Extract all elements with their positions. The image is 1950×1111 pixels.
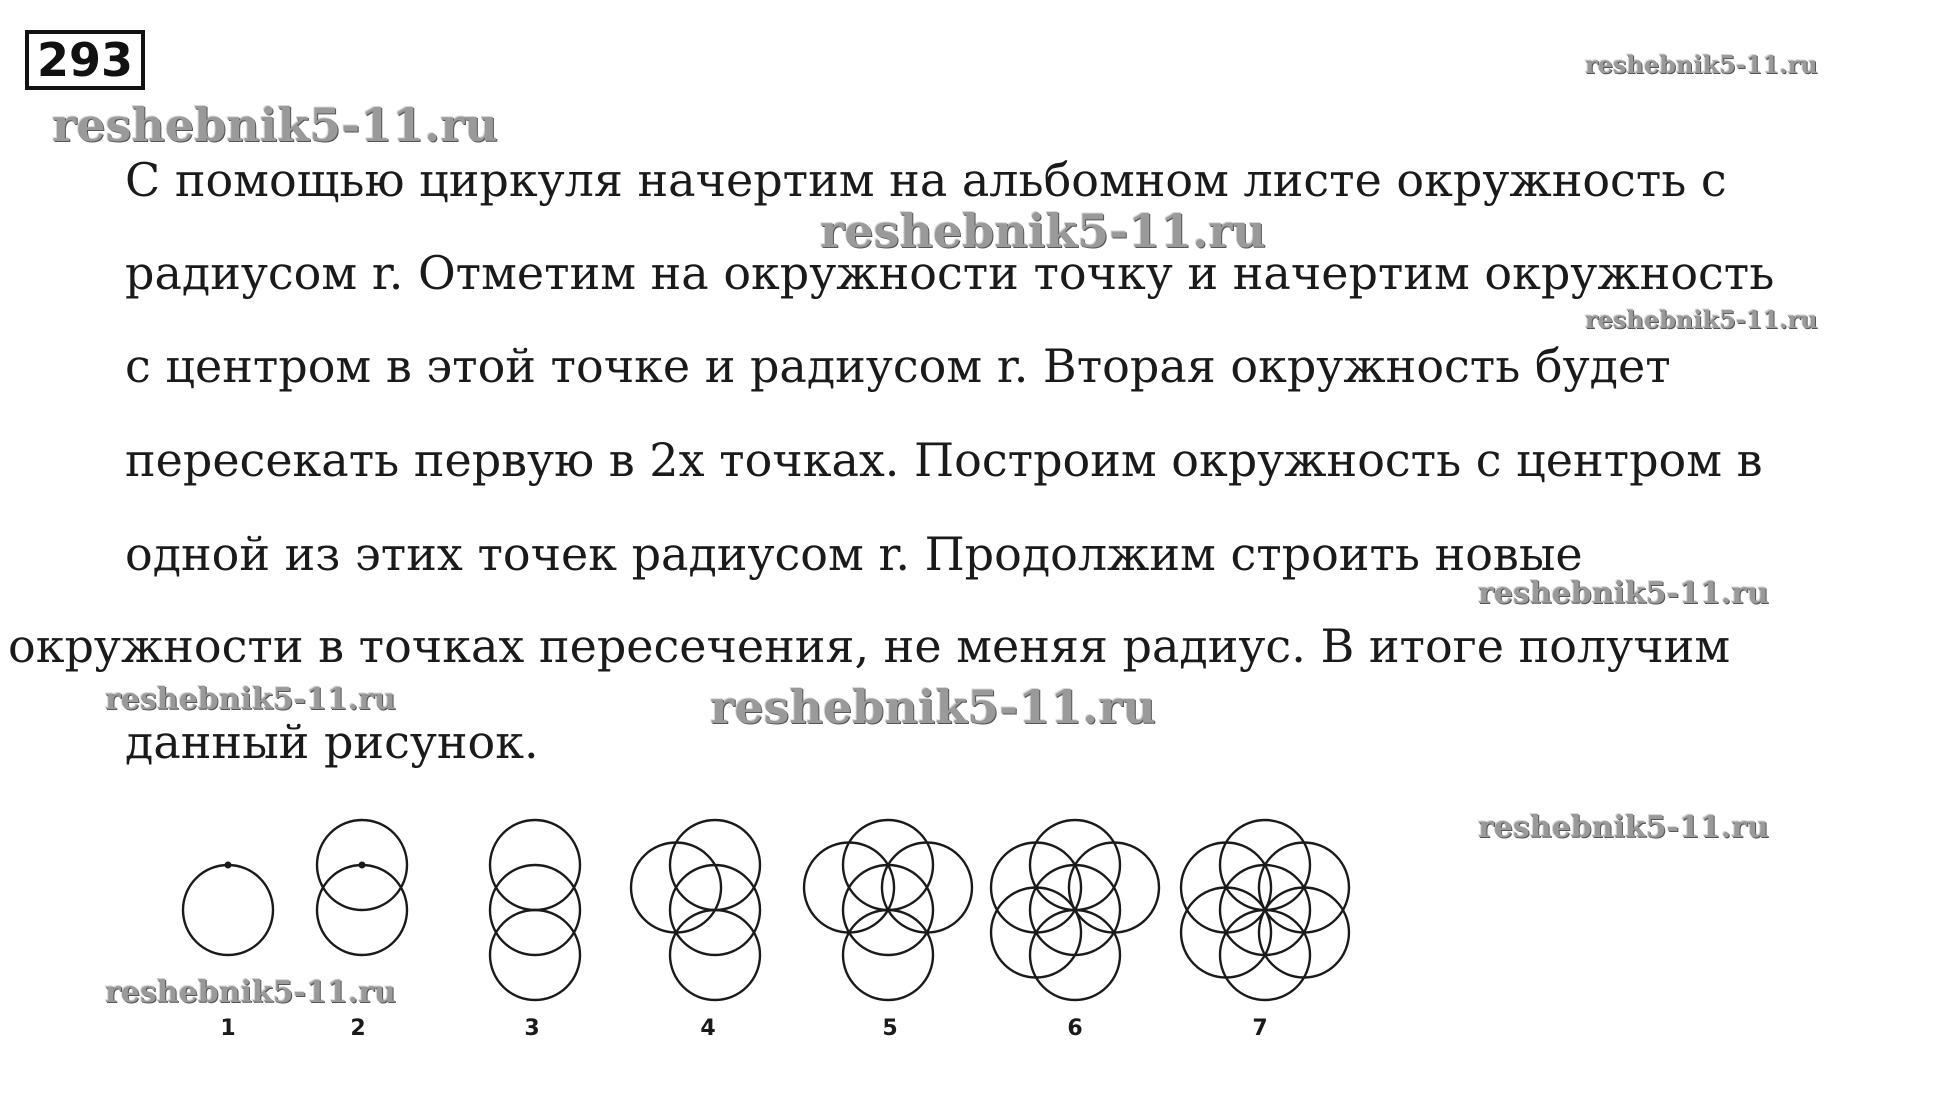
problem-number: 293 — [25, 30, 145, 90]
figure-4 — [631, 820, 760, 1041]
figure-2 — [317, 820, 407, 1041]
text-line-3: с центром в этой точке и радиусом r. Вторая окружность будет — [125, 339, 1671, 393]
watermark: reshebnik5-11.ru — [1478, 810, 1769, 845]
construction-figures — [170, 810, 1420, 1050]
watermark: reshebnik5-11.ru — [105, 975, 396, 1010]
figure-label: 5 — [882, 1016, 898, 1041]
watermark: reshebnik5-11.ru — [710, 680, 1156, 734]
watermark: reshebnik5-11.ru — [1585, 50, 1818, 79]
figure-label: 2 — [350, 1016, 366, 1041]
text-line-5: одной из этих точек радиусом r. Продолжим строить новые — [125, 527, 1583, 581]
watermark: reshebnik5-11.ru — [105, 682, 396, 717]
marked-point — [359, 862, 366, 869]
marked-point — [225, 862, 232, 869]
watermark: reshebnik5-11.ru — [52, 98, 498, 152]
text-line-7: данный рисунок. — [125, 715, 539, 769]
figure-7 — [1181, 820, 1349, 1041]
figure-5 — [804, 820, 972, 1041]
figure-label: 1 — [220, 1016, 236, 1041]
figure-3 — [490, 820, 580, 1041]
construction-circle — [183, 865, 273, 955]
watermark: reshebnik5-11.ru — [820, 204, 1266, 258]
figure-6 — [991, 820, 1159, 1041]
figure-label: 4 — [700, 1016, 716, 1041]
text-line-1: С помощью циркуля начертим на альбомном листе окружность с — [125, 153, 1727, 207]
text-line-4: пересекать первую в 2х точках. Построим окружность с центром в — [125, 433, 1763, 487]
text-line-2: радиусом r. Отметим на окружности точку и начертим окружность — [125, 246, 1775, 300]
watermark: reshebnik5-11.ru — [1585, 305, 1818, 334]
watermark: reshebnik5-11.ru — [1478, 576, 1769, 611]
figure-label: 6 — [1067, 1016, 1083, 1041]
text-line-6: окружности в точках пересечения, не меняя радиус. В итоге получим — [8, 619, 1731, 673]
figure-label: 7 — [1252, 1016, 1268, 1041]
figure-1 — [183, 862, 273, 1042]
figure-label: 3 — [524, 1016, 540, 1041]
